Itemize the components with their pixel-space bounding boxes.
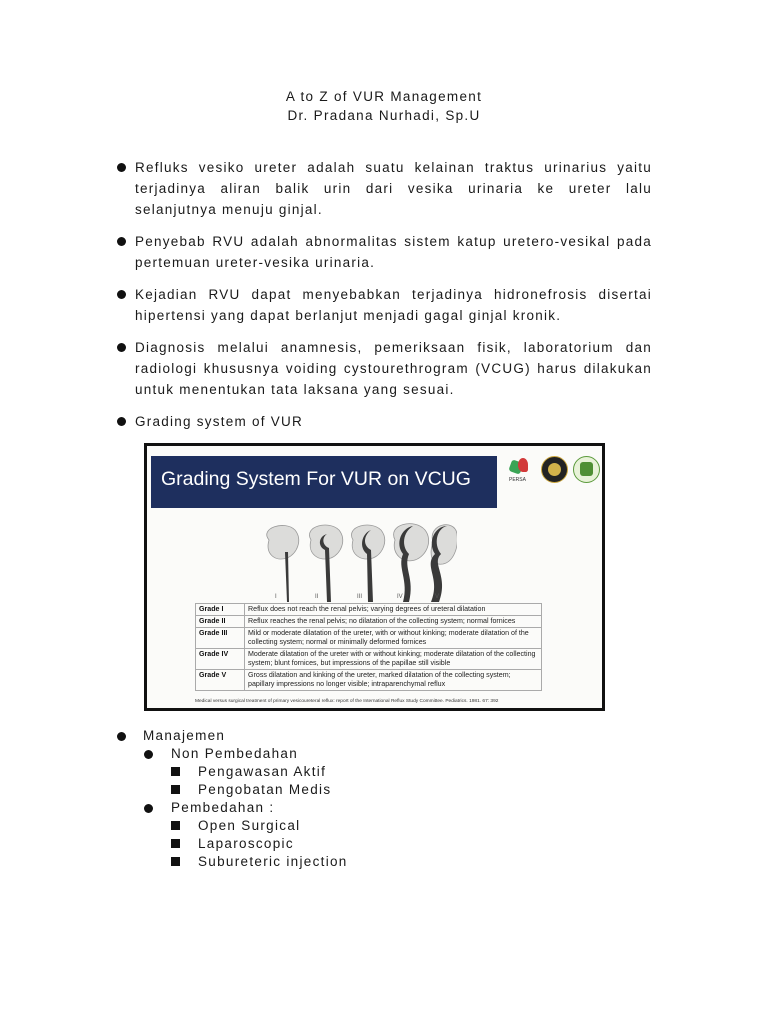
bullet-item bbox=[117, 157, 652, 220]
grade-cell: Grade V bbox=[196, 670, 245, 691]
table-row bbox=[196, 649, 542, 670]
non-surgical-label: Non Pembedahan bbox=[171, 746, 299, 761]
square-bullet-icon bbox=[171, 857, 180, 866]
bullet-item bbox=[117, 284, 652, 326]
persa-logo-text: PERSA bbox=[509, 477, 526, 483]
grade-cell: Grade IV bbox=[196, 649, 245, 670]
bullet-dot-icon bbox=[117, 732, 126, 741]
vur-grading-slide-image bbox=[144, 443, 605, 711]
management-heading-item bbox=[117, 727, 617, 745]
slide-title: Grading System For VUR on VCUG bbox=[161, 468, 471, 490]
grade-numeral-label: V bbox=[435, 594, 440, 600]
table-row bbox=[196, 604, 542, 616]
kidney-grade-1-icon bbox=[267, 525, 299, 559]
table-row bbox=[196, 670, 542, 691]
grade-numeral-label: IV bbox=[397, 594, 403, 600]
bullet-item bbox=[117, 337, 652, 400]
square-bullet-icon bbox=[171, 785, 180, 794]
sub-list-item bbox=[117, 853, 617, 871]
bullet-text: Refluks vesiko ureter adalah suatu kelainan traktus urinarius yaitu terjadinya aliran balik urin dari vesika urinaria ke ureter lalu selanjutnya menuju ginjal. bbox=[135, 160, 652, 217]
sub-item-label: Laparoscopic bbox=[198, 836, 294, 851]
bullet-dot-icon bbox=[144, 750, 153, 759]
grade-numeral-label: I bbox=[275, 594, 277, 600]
description-cell: Mild or moderate dilatation of the ureter, with or without kinking; moderate dilatation of the collecting system; normal or minimally deformed fornices bbox=[245, 628, 542, 649]
square-bullet-icon bbox=[171, 839, 180, 848]
bullet-dot-icon bbox=[117, 343, 126, 352]
bullet-text: Grading system of VUR bbox=[135, 414, 304, 429]
bullet-item bbox=[117, 411, 652, 432]
bullet-dot-icon bbox=[117, 163, 126, 172]
management-list bbox=[117, 727, 617, 871]
kidney-grades-illustration bbox=[257, 518, 457, 604]
description-cell: Reflux does not reach the renal pelvis; varying degrees of ureteral dilatation bbox=[245, 604, 542, 616]
grade-numeral-label: II bbox=[315, 594, 319, 600]
grade-numeral-label: III bbox=[357, 594, 363, 600]
bullet-dot-icon bbox=[117, 290, 126, 299]
bullet-list bbox=[117, 157, 652, 443]
bullet-dot-icon bbox=[117, 237, 126, 246]
non-surgical-item bbox=[117, 745, 617, 763]
sub-item-label: Pengawasan Aktif bbox=[198, 764, 327, 779]
document-author: Dr. Pradana Nurhadi, Sp.U bbox=[287, 108, 481, 123]
sub-list-item bbox=[117, 781, 617, 799]
grade-cell: Grade I bbox=[196, 604, 245, 616]
sub-list-item bbox=[117, 763, 617, 781]
square-bullet-icon bbox=[171, 767, 180, 776]
sub-item-label: Subureteric injection bbox=[198, 854, 348, 869]
sub-item-label: Pengobatan Medis bbox=[198, 782, 332, 797]
grade-cell: Grade II bbox=[196, 616, 245, 628]
management-heading: Manajemen bbox=[143, 728, 226, 743]
slide-citation: Medical versus surgical treatment of primary vesicoureteral reflux: report of the International Reflux Study Committee. Pediatrics. 1981. 67: 392 bbox=[195, 699, 499, 704]
description-cell: Reflux reaches the renal pelvis; no dilatation of the collecting system; normal fornices bbox=[245, 616, 542, 628]
slide-title-banner bbox=[151, 456, 497, 508]
table-row bbox=[196, 616, 542, 628]
kidney-grade-4-icon bbox=[394, 524, 429, 561]
table-row bbox=[196, 628, 542, 649]
bullet-text: Kejadian RVU dapat menyebabkan terjadinya hidronefrosis disertai hipertensi yang dapat berlanjut menjadi gagal ginjal kronik. bbox=[135, 287, 652, 323]
grade-numerals bbox=[273, 594, 443, 602]
persa-logo-icon bbox=[506, 456, 534, 484]
description-cell: Moderate dilatation of the ureter with or without kinking; moderate dilatation of the collecting system; blunt fornices, but impressions of the papillae still visible bbox=[245, 649, 542, 670]
document-title: A to Z of VUR Management bbox=[285, 89, 483, 104]
description-cell: Gross dilatation and kinking of the ureter, marked dilatation of the collecting system; papillary impressions no longer visible; intraparenchymal reflux bbox=[245, 670, 542, 691]
sub-item-label: Open Surgical bbox=[198, 818, 301, 833]
surgical-item bbox=[117, 799, 617, 817]
grading-table bbox=[195, 603, 542, 691]
surgical-label: Pembedahan : bbox=[171, 800, 275, 815]
bullet-item bbox=[117, 231, 652, 273]
grade-cell: Grade III bbox=[196, 628, 245, 649]
university-seal-icon bbox=[541, 456, 568, 483]
sub-list-item bbox=[117, 817, 617, 835]
bullet-text: Diagnosis melalui anamnesis, pemeriksaan fisik, laboratorium dan radiologi khususnya voiding cystourethrogram (VCUG) harus dilakukan untuk menentukan tata laksana yang sesuai. bbox=[135, 340, 652, 397]
hospital-emblem-icon bbox=[573, 456, 600, 483]
square-bullet-icon bbox=[171, 821, 180, 830]
bullet-text: Penyebab RVU adalah abnormalitas sistem katup uretero-vesikal pada pertemuan ureter-vesika urinaria. bbox=[135, 234, 652, 270]
bullet-dot-icon bbox=[144, 804, 153, 813]
sub-list-item bbox=[117, 835, 617, 853]
bullet-dot-icon bbox=[117, 417, 126, 426]
